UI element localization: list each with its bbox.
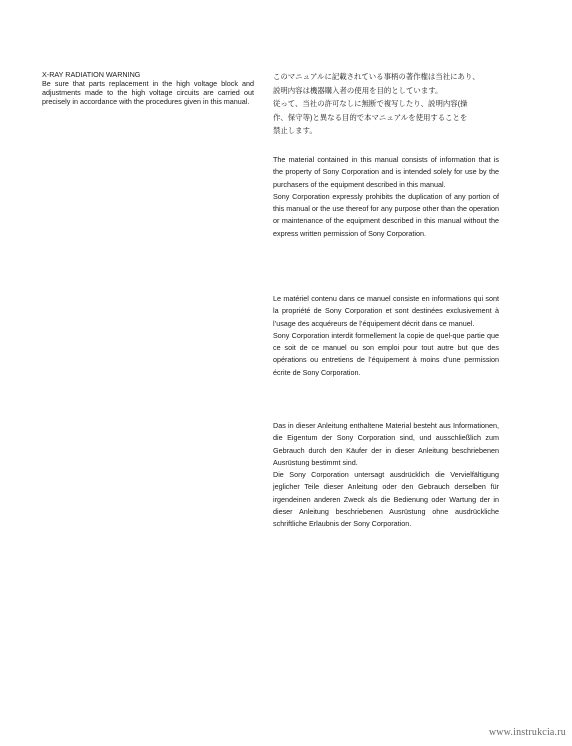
english-paragraph-1: The material contained in this manual consists of information that is the property of Sony Corporation and is intended solely for use by the purchasers of the equipment described in this manual. [273,155,499,189]
watermark-url: www.instrukcia.ru [488,727,566,738]
french-paragraph-2: Sony Corporation interdit formellement la copie de quel-que partie que ce soit de ce manuel ou son emploi pour tout autre but que des opérations ou entretiens de l’équipement à moins d’une permission écrite de Sony Corporation. [273,330,499,377]
xray-warning-heading: X-RAY RADIATION WARNING [42,70,141,79]
german-paragraph-2: Die Sony Corporation untersagt ausdrücklich die Vervielfältigung jeglicher Teile dieser Anleitung oder den Gebrauch derselben für irgendeinen anderen Zweck als die Bedienung oder Wartung der in dieser Anleitung beschriebenen Ausrüstung ohne ausdrückliche schriftliche Erlaubnis der Sony Corporation. [273,470,499,529]
japanese-line: 禁止します。 [273,126,317,135]
french-paragraph-1: Le matériel contenu dans ce manuel consiste en informations qui sont la propriété de Sony Corporation et sont destinées exclusivement à l’usage des acquéreurs de l’équipement décrit dans ce manuel. [273,294,499,328]
french-notice [273,293,499,379]
copyright-notice-column [273,70,499,529]
english-notice [273,154,499,240]
xray-warning-section [42,70,254,106]
japanese-notice [273,70,499,138]
japanese-line: 作、保守等)と異なる目的で本マニュアルを使用することを [273,112,468,122]
japanese-line: 説明内容は機器購入者の使用を目的としています。 [273,85,443,95]
german-notice [273,420,499,531]
japanese-line: 従って、当社の許可なしに無断で複写したり、説明内容(操 [273,99,468,108]
german-paragraph-1: Das in dieser Anleitung enthaltene Material besteht aus Informationen, die Eigentum der Sony Corporation sind, und ausschließlich zum Gebrauch durch den Käufer der in dieser Anleitung beschriebenen Ausrüstung bestimmt sind. [273,421,499,467]
xray-warning-text: Be sure that parts replacement in the high voltage block and adjustments made to the high voltage circuits are carried out precisely in accordance with the procedures given in this manual. [42,79,254,106]
japanese-line: このマニュアルに記載されている事柄の著作権は当社にあり、 [273,72,480,81]
english-paragraph-2: Sony Corporation expressly prohibits the duplication of any portion of this manual or the use thereof for any purpose other than the operation or maintenance of the equipment described in this manual without the express written permission of Sony Corporation. [273,191,499,238]
